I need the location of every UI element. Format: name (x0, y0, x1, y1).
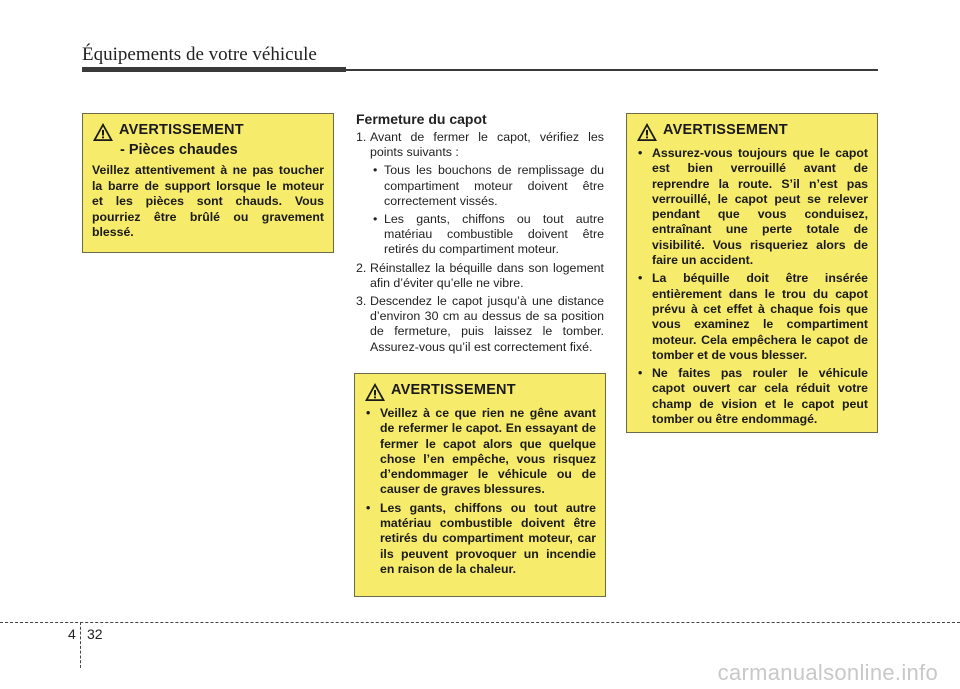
warning-header (636, 122, 868, 142)
chapter-number: 4 (68, 626, 76, 642)
warning-body: Veillez attentivement à ne pas toucher la barre de support lorsque le moteur et les pièces sont chauds. Vous pourriez être brûlé ou gravement blessé. (92, 163, 324, 239)
step-subitem: • Tous les bouchons de remplissage du compartiment moteur doivent être correctement vissés. (370, 163, 604, 209)
header-rule-thin (346, 69, 878, 71)
page-number: 32 (87, 626, 103, 642)
warning-box-hot-parts (82, 113, 334, 253)
procedure-step (356, 261, 604, 291)
step-number: 2. (356, 260, 367, 275)
step-number: 3. (356, 294, 367, 309)
warning-item: • La béquille doit être insérée entièrement dans le trou du capot prévu à cet effet à chaque fois que vous examinez le compartiment moteur. Cela empêchera le capot de tomber et de vous blesser. (636, 271, 868, 363)
warning-triangle-icon (636, 122, 658, 142)
step-text: Avant de fermer le capot, vérifiez les points suivants : (370, 130, 604, 160)
warning-box-closing (354, 373, 606, 597)
warning-header (364, 382, 596, 402)
procedure-step (356, 294, 604, 355)
warning-triangle-icon (364, 382, 386, 402)
warning-list (636, 146, 868, 427)
warning-triangle-icon (92, 122, 114, 142)
warning-item: • Les gants, chiffons ou tout autre matériau combustible doivent être retirés du compartiment moteur, car ils peuvent provoquer un incendie en raison de la chaleur. (364, 501, 596, 577)
procedure-step (356, 130, 604, 258)
warning-title: AVERTISSEMENT (663, 122, 788, 138)
step-text: Réinstallez la béquille dans son logement afin d’éviter qu’elle ne vibre. (370, 260, 604, 290)
warning-title: AVERTISSEMENT (119, 122, 244, 138)
page-number-divider (80, 622, 81, 668)
warning-list (364, 406, 596, 577)
header-rule-thick (82, 67, 346, 72)
chapter-title: Équipements de votre véhicule (82, 44, 317, 65)
warning-item: • Assurez-vous toujours que le capot est bien verrouillé avant de reprendre la route. S’il n’est pas verrouillé, le capot peut se relever pendant que vous conduisez, entraînant une perte totale de visibilité. Vous risqueriez alors de faire un accident. (636, 146, 868, 268)
warning-subtitle: - Pièces chaudes (120, 142, 238, 158)
warning-title: AVERTISSEMENT (391, 382, 516, 398)
warning-item: • Ne faites pas rouler le véhicule capot ouvert car cela réduit votre champ de vision et le capot peut tomber ou être endommagé. (636, 366, 868, 427)
step-number: 1. (356, 130, 367, 144)
watermark: carmanualsonline.info (717, 660, 938, 685)
step-sublist (370, 163, 604, 257)
warning-header (92, 122, 324, 142)
procedure-steps (356, 130, 604, 358)
step-subitem: • Les gants, chiffons ou tout autre matériau combustible doivent être retirés du compartiment moteur. (370, 212, 604, 258)
footer-rule (0, 622, 960, 623)
warning-item: • Veillez à ce que rien ne gêne avant de refermer le capot. En essayant de fermer le capot alors que quelque chose l’en empêche, vous risquez d’endommager le véhicule ou de causer de graves blessures. (364, 406, 596, 498)
section-title: Fermeture du capot (356, 111, 487, 127)
warning-box-driving (626, 113, 878, 433)
step-text: Descendez le capot jusqu’à une distance d’environ 30 cm au dessus de sa position de fermeture, puis laissez le tomber. Assurez-vous qu’il est correctement fixé. (370, 294, 604, 354)
